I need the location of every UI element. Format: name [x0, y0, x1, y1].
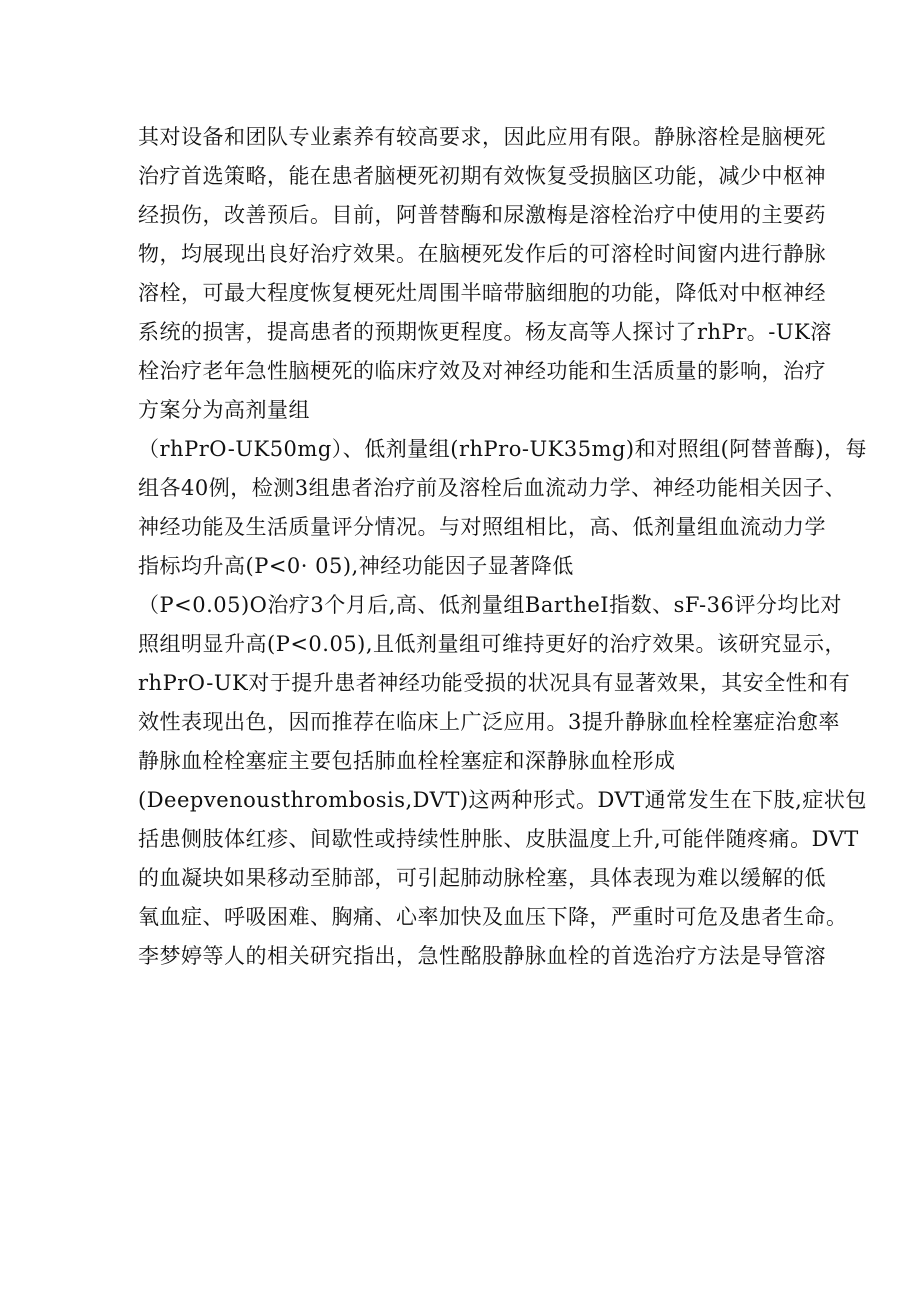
text-line: 溶栓，可最大程度恢复梗死灶周围半暗带脑细胞的功能，降低对中枢神经: [138, 281, 826, 305]
text-line: 神经功能及生活质量评分情况。与对照组相比，高、低剂量组血流动力学: [138, 515, 826, 539]
text-line: rhPrO-UK对于提升患者神经功能受损的状况具有显著效果，其安全性和有: [138, 671, 851, 695]
text-line: 方案分为高剂量组: [138, 398, 310, 422]
text-line: 栓治疗老年急性脑梗死的临床疗效及对神经功能和生活质量的影响，治疗: [138, 359, 826, 383]
text-line: 治疗首选策略，能在患者脑梗死初期有效恢复受损脑区功能，减少中枢神: [138, 164, 826, 188]
text-line: 李梦婷等人的相关研究指出，急性酩股静脉血栓的首选治疗方法是导管溶: [138, 944, 826, 968]
text-line: 的血凝块如果移动至肺部，可引起肺动脉栓塞，具体表现为难以缓解的低: [138, 866, 826, 890]
text-line: 经损伤，改善预后。目前，阿普替酶和尿激梅是溶栓治疗中使用的主要药: [138, 203, 826, 227]
text-line: (Deepvenousthrombosis,DVT)这两种形式。DVT通常发生在下肢,症状包: [138, 788, 867, 812]
text-line: 静脉血栓栓塞症主要包括肺血栓栓塞症和深静脉血栓形成: [138, 749, 676, 773]
text-line: 系统的损害，提高患者的预期恢更程度。杨友高等人探讨了rhPr。-UK溶: [138, 320, 832, 344]
text-line: 物，均展现出良好治疗效果。在脑梗死发作后的可溶栓时间窗内进行静脉: [138, 242, 826, 266]
text-line: 组各40例，检测3组患者治疗前及溶栓后血流动力学、神经功能相关因子、: [138, 476, 847, 500]
body-text: [138, 118, 867, 976]
text-line: 其对设备和团队专业素养有较高要求，因此应用有限。静脉溶栓是脑梗死: [138, 125, 826, 149]
text-line: （P<0.05)O治疗3个月后,高、低剂量组BartheI指数、sF-36评分均比对: [138, 593, 842, 617]
text-line: 括患侧肢体红疹、间歇性或持续性肿胀、皮肤温度上升,可能伴随疼痛。DVT: [138, 827, 859, 851]
text-line: 指标均升高(P<0· 05),神经功能因子显著降低: [138, 554, 574, 578]
text-line: 照组明显升高(P<0.05),且低剂量组可维持更好的治疗效果。该研究显示，: [138, 632, 847, 656]
text-line: 氧血症、呼吸困难、胸痛、心率加快及血压下降，严重时可危及患者生命。: [138, 905, 848, 929]
text-line: 效性表现出色，因而推荐在临床上广泛应用。3提升静脉血栓栓塞症治愈率: [138, 710, 840, 734]
text-line: （rhPrO-UK50mg）、低剂量组(rhPro-UK35mg)和对照组(阿替普酶)，每: [138, 437, 867, 461]
